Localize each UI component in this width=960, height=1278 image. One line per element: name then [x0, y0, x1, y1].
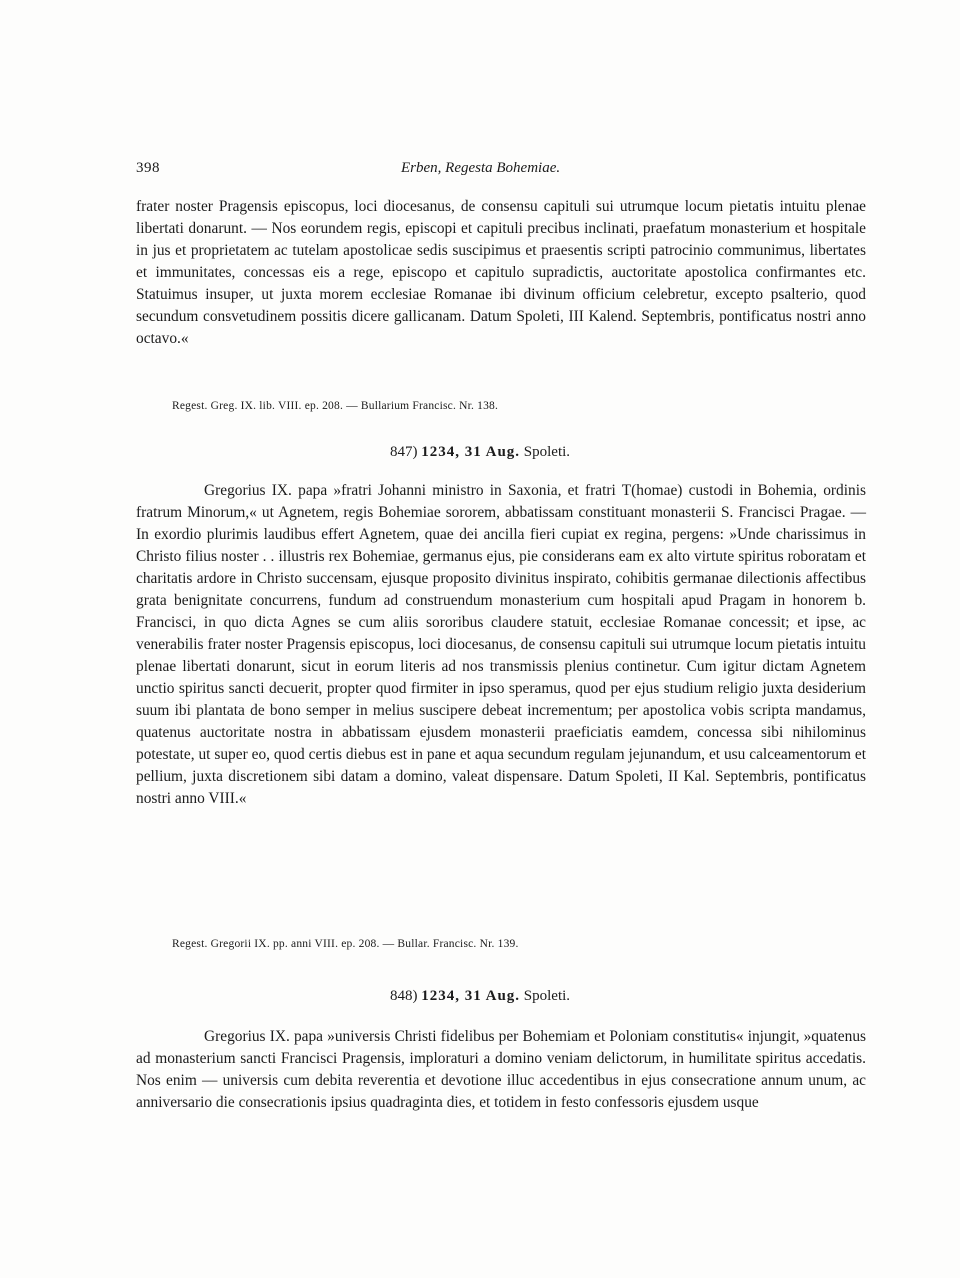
continuation-text: frater noster Pragensis episcopus, loci diocesanus, de consensu capituli sui utrumque locum pietatis intuitu plenae libertati donarunt. — Nos eorundem regis, episcopi et capituli precibus inclinati, praefatum monasterium et hospitale in jus et proprietatem ac tutelam apostolicae sedis suscipimus et praesentis scripti patrocinio communimus, libertates et immunitates, concessas eis a rege, episcopo et capitulo supradictis, auctoritate apostolica confirmantes etc. Statuimus insuper, ut juxta morem ecclesiae Romanae ibi divinum officium celebretur, excepto psalterio, quod secundum consvetudinem possitis dicere gallicanam. Datum Spoleti, III Kalend. Septembris, pontificatus nostri anno octavo.«: [136, 198, 866, 347]
entry-place: Spoleti.: [523, 988, 571, 1004]
source-note-846: Regest. Greg. IX. lib. VIII. ep. 208. — Bullarium Francisc. Nr. 138.: [172, 400, 499, 412]
entry-place: Spoleti.: [523, 444, 571, 460]
entry-heading-848: [0, 988, 960, 1005]
entry-heading-847: [0, 444, 960, 461]
page-header: [136, 160, 866, 184]
running-title: Erben, Regesta Bohemiae.: [401, 160, 561, 176]
entry-text-848-block: [136, 1026, 866, 1114]
entry-text-847: Gregorius IX. papa »fratri Johanni ministro in Saxonia, et fratri T(homae) custodi in Bohemia, ordinis fratrum Minorum,« ut Agnetem, regis Bohemiae sororem, abbatissam constituant monasterii S. Francisci Pragae. — In exordio plurimis laudibus effert Agnetem, quae dei ancilla fieri cupiat ex regina, pergens: »Unde charissimus in Christo filius noster . . illustris rex Bohemiae, germanus ejus, pie considerans eam ex alto virtute spiritus roboratam et charitatis ardore in Christo succensam, ejusque proposito divinitus inspirato, cohibitis germanae dilectionis affectibus grata benignitate concurrens, fundum ad construendum monasterium cum hospitali apud Pragam in honorem b. Francisci, in quo dicta Agnes se cum aliis sororibus claudere statuit, ecclesiae Romanae concessit; et ipse, ac venerabilis frater noster Pragensis episcopus, loci diocesanus, de consensu capituli sui utrumque locum pietatis intuitu plenae libertati donarunt, sicut in eorum literis ad nos transmissis plenius continetur. Cum igitur dictam Agnetem unctio spiritus sancti decuerit, propter quod firmiter in ipso speramus, quod per ejus studium religio juxta desiderium suum ibi plantata de bono semper in melius suscipere debeat incrementum; per apostolica vobis scripta mandamus, quatenus auctoritate nostra in abbatissam ejusdem monasterii praeficiatis eamdem, concessa sibi nihilominus potestate, ut super eo, quod certis diebus est in pane et aqua secundum regulam jejunandum, et usu calceamentorum et pellium, juxta discretionem sibi datam a domino, valeat dispensare. Datum Spoleti, II Kal. Septembris, pontificatus nostri anno VIII.«: [136, 482, 866, 807]
entry-date: 1234, 31 Aug.: [421, 444, 521, 460]
entry-text-847-block: [136, 480, 866, 810]
entry-number: 847): [389, 444, 418, 460]
continuation-paragraph: [136, 196, 866, 350]
source-note-847: Regest. Gregorii IX. pp. anni VIII. ep. 208. — Bullar. Francisc. Nr. 139.: [172, 938, 519, 950]
entry-text-848: Gregorius IX. papa »universis Christi fidelibus per Bohemiam et Poloniam constitutis« injungit, »quatenus ad monasterium sancti Francisci Pragensis, imploraturi a domino veniam delictorum, in humilitate spiritus accedatis. Nos enim — universis cum debita reverentia et devotione illuc accedentibus in ejus consecratione annum unum, ac anniversario die consecrationis ipsius quadraginta dies, et totidem in festo confessoris ejusdem usque: [136, 1028, 866, 1111]
entry-date: 1234, 31 Aug.: [421, 988, 521, 1004]
entry-number: 848): [389, 988, 418, 1004]
page-number: 398: [136, 160, 160, 176]
